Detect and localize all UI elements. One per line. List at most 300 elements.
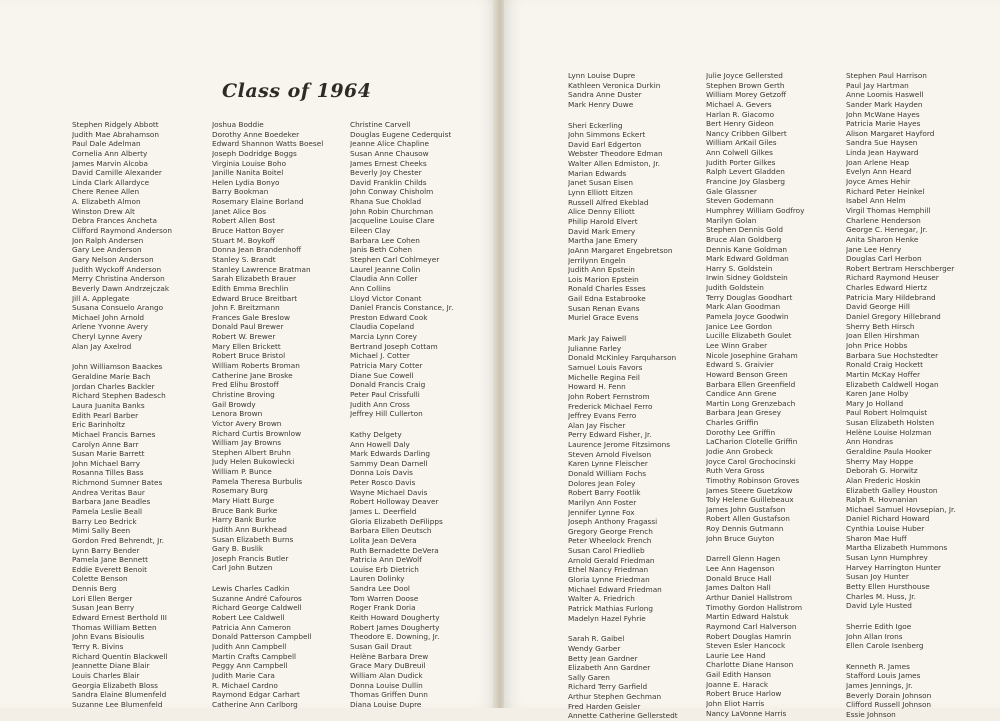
student-name: Susana Consuelo Arango [72, 303, 164, 313]
student-name: Joyce Ames Hehir [846, 177, 911, 187]
section-gap [846, 611, 956, 622]
student-name: Joseph Dodridge Boggs [212, 148, 297, 158]
student-name: Judith Mae Abrahamson [72, 129, 160, 139]
student-name: Terry Douglas Goodhart [706, 292, 793, 302]
student-name: Joshua Boddie [212, 120, 264, 129]
student-name: Mimi Sally Been [72, 526, 131, 536]
student-name: Geraldine Marie Bach [72, 372, 151, 382]
student-name: Pamela Joyce Goodwin [706, 312, 789, 322]
student-name: Stephen Carl Cohlmeyer [350, 254, 440, 264]
student-name: Marilyn Ann Foster [568, 497, 637, 507]
student-name: William Alan Dudick [350, 670, 423, 680]
student-name: Donald Patterson Campbell [212, 632, 312, 642]
student-name: Joanne E. Harack [706, 679, 769, 689]
student-name: Linda Jean Hayward [846, 148, 919, 158]
student-name: Arnold Gerald Friedman [568, 555, 655, 565]
student-name: Julianne Farley [568, 343, 622, 353]
student-name: Karen Jane Holby [846, 389, 909, 399]
student-name: Virginia Louise Boho [212, 158, 287, 168]
student-name: Cheryl Lynne Avery [72, 332, 143, 342]
student-name: Michael A. Gevers [706, 99, 772, 109]
student-name: Elizabeth Ann Gardner [568, 663, 651, 673]
student-name: Dolores Jean Foley [568, 478, 636, 488]
student-name: John Robin Churchman [350, 206, 434, 216]
student-name: Virgil Thomas Hemphill [846, 205, 931, 215]
student-name: Patricia Marie Hayes [846, 119, 921, 129]
student-name: William P. Bunce [212, 467, 272, 477]
student-name: Helène Barbara Drew [350, 651, 429, 661]
student-name: Candice Ann Grene [706, 389, 777, 399]
student-name: Jerrilynn Engeln [568, 255, 626, 265]
student-name: Dorothy Anne Boedeker [212, 129, 300, 139]
student-name: Fred Elihu Brostoff [212, 380, 279, 390]
student-name: Raymond Edgar Carhart [212, 690, 300, 700]
student-name: Donna Louise Dullin [350, 680, 423, 690]
student-name: Louise Erb Dietrich [350, 564, 419, 574]
student-name: Gloria Elizabeth DeFilipps [350, 516, 443, 526]
student-name: Michael John Arnold [72, 312, 145, 322]
student-name: Lenora Brown [212, 409, 263, 419]
student-name: Tom Warren Doose [350, 593, 419, 603]
student-name: Bruce Bank Burke [212, 505, 278, 515]
student-name: Lloyd Victor Conant [350, 293, 422, 303]
section-gap [72, 351, 172, 362]
student-name: Joyce Carol Grochocinski [706, 456, 796, 466]
student-name: Peter Wheelock French [568, 536, 652, 546]
student-name: Stephen Albert Bruhn [212, 447, 291, 457]
student-name: John F. Breitzmann [212, 303, 280, 313]
student-name: Laura Juanita Banks [72, 400, 145, 410]
student-name: Jeannette Diane Blair [72, 661, 150, 671]
student-name: Bruce Hatton Boyer [212, 226, 284, 236]
student-name: Chere Renee Allen [72, 187, 140, 197]
student-name: Michelle Regina Feil [568, 372, 640, 382]
student-name: John Evans Bisioulis [72, 632, 145, 642]
student-name: Arlene Yvonne Avery [72, 322, 148, 332]
student-name: Walter A. Friedrich [568, 594, 635, 604]
student-name: Helène Louise Holzman [846, 427, 932, 437]
student-name: Richard Quentin Blackwell [72, 651, 168, 661]
student-name: Joseph Francis Butler [212, 553, 289, 563]
student-name: Gail Browdy [212, 399, 256, 409]
student-name: Joan Arlene Heap [846, 157, 910, 167]
name-column-1 [72, 120, 172, 709]
student-name: Wendy Garber [568, 643, 621, 653]
student-name: Pamela Leslie Beall [72, 506, 143, 516]
student-name: Daniel Richard Howard [846, 514, 930, 524]
student-name: James Steere Guetzkow [706, 485, 793, 495]
student-name: Humphrey William Godfroy [706, 205, 805, 215]
student-name: Beverly Dorain Johnson [846, 690, 932, 700]
student-name: Suzanne Lee Blumenfeld [72, 699, 163, 709]
student-name: Mark Edwards Darling [350, 449, 431, 459]
student-name: Peggy Ann Campbell [212, 661, 288, 671]
student-name: Douglas Carl Herbon [846, 254, 922, 264]
student-name: Louis Charles Blair [72, 670, 140, 680]
student-name: Edward S. Graivier [706, 360, 774, 370]
student-name: Bertrand Joseph Cottam [350, 341, 438, 351]
right-page [504, 0, 1000, 721]
student-name: Edward Bruce Breitbart [212, 293, 298, 303]
student-name: Richmond Sumner Bates [72, 478, 163, 488]
student-name: William Jay Browns [212, 438, 282, 448]
student-name: Judith Wyckoff Anderson [72, 264, 162, 274]
student-name: Edith Pearl Barber [72, 410, 139, 420]
name-column-4 [568, 71, 678, 721]
student-name: Jon Ralph Andersen [72, 235, 144, 245]
student-name: Webster Theodore Edman [568, 149, 663, 159]
student-name: JoAnn Margaret Engebretson [568, 245, 673, 255]
student-name: Peter Paul Crissfulli [350, 389, 420, 399]
student-name: Gail Edith Hanson [706, 670, 772, 680]
student-name: Judy Helen Bukowiecki [212, 457, 295, 467]
student-name: Edward Ernest Berthold III [72, 613, 167, 623]
student-name: Julie Joyce Gellersted [706, 71, 783, 80]
student-name: Rosanna Tilles Bass [72, 468, 144, 478]
student-name: Sarah R. Gaibel [568, 634, 625, 644]
student-name: Richard Terry Garfield [568, 682, 648, 692]
student-name: Joseph Anthony Fragassi [568, 517, 658, 527]
section-gap [846, 651, 956, 662]
student-name: Diana Louise Dupre [350, 699, 422, 709]
student-name: Perry Edward Fisher, Jr. [568, 430, 652, 440]
section-gap [350, 419, 453, 430]
student-name: Marcia Lynn Corey [350, 332, 417, 342]
student-name: Rosemary Burg [212, 486, 268, 496]
student-name: Preston Edward Cook [350, 312, 428, 322]
student-name: Barbara Ellen Deutsch [350, 526, 432, 536]
student-name: Mark Henry Duwe [568, 99, 634, 109]
student-name: Annette Catherine Gellerstedt [568, 711, 678, 721]
student-name: Susan Renan Evans [568, 303, 640, 313]
student-name: Donna Jean Brandenhoff [212, 245, 302, 255]
student-name: Clifford Russell Johnson [846, 700, 932, 710]
student-name: Gary Nelson Anderson [72, 254, 154, 264]
student-name: Barbara Jean Gresey [706, 408, 782, 418]
student-name: Stephen Brown Gerth [706, 80, 785, 90]
student-name: Donna Lois Davis [350, 468, 413, 478]
student-name: Stanley S. Brandt [212, 254, 276, 264]
student-name: Sandra Elaine Blumenfeld [72, 690, 167, 700]
student-name: Jeffrey Evans Ferro [568, 411, 637, 421]
student-name: Janice Lee Gordon [706, 321, 773, 331]
student-name: Sander Mark Hayden [846, 99, 923, 109]
student-name: Terry R. Bivins [72, 641, 124, 651]
student-name: A. Elizabeth Almon [72, 197, 141, 207]
student-name: Walter Allen Edmiston, Jr. [568, 159, 660, 169]
student-name: Susan Anne Chausow [350, 148, 429, 158]
student-name: Sandra Lee Dool [350, 584, 410, 594]
student-name: Barry Bookman [212, 187, 269, 197]
student-name: Lewis Charles Cadkin [212, 584, 290, 594]
student-name: John Robert Fernstrom [568, 391, 650, 401]
student-name: Harry S. Goldstein [706, 263, 773, 273]
student-name: Claudia Copeland [350, 322, 415, 332]
student-name: Donald McKinley Farquharson [568, 353, 677, 363]
student-name: Linda Clark Allardyce [72, 177, 150, 187]
student-name: Barbara Ellen Greenfield [706, 379, 796, 389]
student-name: Martin Edward Halstuk [706, 612, 789, 622]
student-name: Lee Ann Hagenson [706, 564, 775, 574]
student-name: Patricia Ann DeWolf [350, 555, 422, 565]
student-name: Daniel Francis Constance, Jr. [350, 303, 454, 313]
student-name: Susan Joy Hunter [846, 572, 909, 582]
student-name: Jacqueline Louise Clare [350, 216, 435, 226]
student-name: Donald Paul Brewer [212, 322, 284, 332]
student-name: James Ernest Cheeks [350, 158, 427, 168]
student-name: Anne Loomis Haswell [846, 90, 924, 100]
student-name: Ruth Bernadette DeVera [350, 545, 439, 555]
student-name: Mark Edward Goldman [706, 254, 789, 264]
student-name: Susan Jean Berry [72, 603, 135, 613]
student-name: Debra Frances Ancheta [72, 216, 157, 226]
student-name: Nicole Josephine Graham [706, 350, 798, 360]
student-name: Robert Barry Footlik [568, 488, 641, 498]
student-name: Nancy LaVonne Harris [706, 708, 787, 718]
student-name: Kathleen Veronica Durkin [568, 80, 661, 90]
student-name: Cynthia Louise Huber [846, 524, 925, 534]
student-name: Evelyn Ann Heard [846, 167, 912, 177]
student-name: Lori Ellen Berger [72, 593, 133, 603]
student-name: Helen Lydia Bonyo [212, 177, 280, 187]
student-name: Pamela Jane Bennett [72, 555, 148, 565]
student-name: Eddie Everett Benoit [72, 564, 147, 574]
student-name: James L. Deerfield [350, 506, 417, 516]
student-name: Theodore E. Downing, Jr. [350, 632, 440, 642]
student-name: Richard Curtis Brownlow [212, 428, 302, 438]
student-name: James Jennings, Jr. [846, 681, 913, 691]
student-name: Ann Colwell Gilkes [706, 148, 773, 158]
student-name: Judith Ann Campbell [212, 641, 287, 651]
student-name: Judith Ann Burkhead [212, 524, 287, 534]
student-name: Sherrie Edith Igoe [846, 621, 912, 631]
student-name: Dennis Kane Goldman [706, 244, 788, 254]
student-name: Stephen Ridgely Abbott [72, 120, 159, 129]
student-name: Grace Mary DuBreuil [350, 661, 426, 671]
student-name: Richard Stephen Badesch [72, 391, 166, 401]
student-name: John Price Hobbs [846, 340, 908, 350]
student-name: Michael Francis Barnes [72, 429, 156, 439]
student-name: Anita Sharon Henke [846, 234, 919, 244]
student-name: Charles M. Huss, Jr. [846, 591, 916, 601]
student-name: Barry Leo Bedrick [72, 516, 137, 526]
student-name: Judith Ann Epstein [568, 265, 635, 275]
student-name: Mary Jo Holland [846, 398, 904, 408]
student-name: Janille Nanita Boitel [212, 168, 284, 178]
student-name: Howard Benson Green [706, 369, 788, 379]
student-name: Ronald Craig Hockett [846, 360, 923, 370]
student-name: Edward Shannon Watts Boesel [212, 139, 324, 149]
name-column-6 [846, 71, 956, 720]
student-name: John Conway Chisholm [350, 187, 434, 197]
student-name: Claudia Ann Coller [350, 274, 418, 284]
student-name: Lolita Jean DeVera [350, 535, 417, 545]
student-name: Fred Harden Geisler [568, 701, 641, 711]
student-name: Francine Joy Glasberg [706, 177, 786, 187]
student-name: Michael J. Cotter [350, 351, 410, 361]
student-name: Richard Peter Heinkel [846, 186, 925, 196]
student-name: Catherine Jane Broske [212, 370, 293, 380]
student-name: Patrick Mathias Furlong [568, 603, 654, 613]
student-name: Eileen Clay [350, 226, 391, 236]
student-name: Alan Jay Fischer [568, 420, 626, 430]
student-name: Douglas Eugene Cederquist [350, 129, 452, 139]
student-name: Alice Denny Elliott [568, 207, 635, 217]
student-name: Patricia Mary Hildebrand [846, 292, 936, 302]
student-name: John Allan Irons [846, 631, 903, 641]
student-name: Susan Elizabeth Burns [212, 534, 294, 544]
page-title: Class of 1964 [222, 80, 372, 102]
student-name: Lucille Elizabeth Goulet [706, 331, 792, 341]
student-name: Betty Ellen Hursthouse [846, 581, 930, 591]
section-gap [568, 323, 678, 334]
student-name: Harlan R. Giacomo [706, 109, 775, 119]
student-name: LaCharion Clotelle Griffin [706, 437, 798, 447]
student-name: Elizabeth Galley Houston [846, 485, 938, 495]
student-name: Stephen Paul Harrison [846, 71, 927, 80]
student-name: Sandra Anne Duster [568, 90, 642, 100]
student-name: Judith Porter Gilkes [706, 157, 776, 167]
student-name: Richard Raymond Heuser [846, 273, 939, 283]
student-name: Carl John Butzen [212, 563, 273, 573]
student-name: John Williamson Baackes [72, 362, 163, 372]
student-name: Michael Edward Friedman [568, 584, 662, 594]
student-name: Keith Howard Dougherty [350, 613, 440, 623]
student-name: Susan Marie Barrett [72, 449, 145, 459]
student-name: David Franklin Childs [350, 177, 427, 187]
student-name: Rhana Sue Choklad [350, 197, 422, 207]
student-name: Betty Jean Gardner [568, 653, 638, 663]
student-name: Carolyn Anne Barr [72, 439, 139, 449]
student-name: Arthur Stephen Gechman [568, 692, 662, 702]
student-name: Nancy Cribben Gilbert [706, 128, 787, 138]
student-name: Janis Beth Cohen [350, 245, 412, 255]
student-name: Ralph R. Hovnanian [846, 495, 918, 505]
student-name: Essie Johnson [846, 710, 896, 719]
student-name: Ellen Carole Isenberg [846, 641, 924, 651]
student-name: James Dalton Hall [706, 583, 771, 593]
student-name: Lauren Dolinky [350, 574, 405, 584]
student-name: Gloria Lynne Friedman [568, 575, 650, 585]
student-name: Charlene Henderson [846, 215, 921, 225]
student-name: Bert Henry Gideon [706, 119, 774, 129]
student-name: Frederick Michael Ferro [568, 401, 653, 411]
student-name: Laurence Jerome Fitzsimons [568, 440, 671, 450]
student-name: John Bruce Guyton [706, 533, 775, 543]
student-name: Geraldine Paula Hooker [846, 446, 932, 456]
student-name: John McWane Hayes [846, 109, 920, 119]
student-name: Robert Bruce Bristol [212, 351, 286, 361]
student-name: Samuel Louis Favors [568, 362, 643, 372]
student-name: Martha Elizabeth Hummons [846, 543, 948, 553]
student-name: Jill A. Applegate [72, 293, 130, 303]
student-name: Thomas Griffen Dunn [350, 690, 428, 700]
student-name: Beverly Dawn Andrzejczak [72, 283, 170, 293]
student-name: Mark Alan Goodman [706, 302, 781, 312]
student-name: Ann Collins [350, 283, 391, 293]
student-name: Stafford Louis James [846, 671, 921, 681]
student-name: Ruth Vera Gross [706, 466, 765, 476]
student-name: Roy Dennis Gutmann [706, 524, 784, 534]
student-name: Sally Garen [568, 672, 610, 682]
student-name: Victor Avery Brown [212, 418, 282, 428]
student-name: Robert Bruce Harlow [706, 689, 782, 699]
student-name: Winston Drew Alt [72, 206, 135, 216]
student-name: Arthur Daniel Hallstrom [706, 592, 793, 602]
student-name: Stephen Dennis Gold [706, 225, 783, 235]
student-name: Martin McKay Hoffer [846, 369, 921, 379]
student-name: Thomas William Betten [72, 622, 157, 632]
student-name: Lynn Barry Bender [72, 545, 140, 555]
student-name: Catherine Ann Carlborg [212, 699, 298, 709]
student-name: Dorothy Lee Griffin [706, 427, 776, 437]
student-name: Timothy Robinson Groves [706, 475, 800, 485]
student-name: Colette Benson [72, 574, 128, 584]
section-gap [706, 543, 804, 554]
student-name: Diane Sue Cowell [350, 370, 414, 380]
student-name: Susan Gail Draut [350, 641, 412, 651]
name-column-3 [350, 120, 453, 709]
student-name: Gary B. Buslik [212, 544, 264, 554]
student-name: Philip Harold Elvert [568, 216, 638, 226]
student-name: William Roberts Broman [212, 361, 300, 371]
student-name: Sherry May Hoppe [846, 456, 914, 466]
student-name: Georgia Elizabeth Bloss [72, 680, 158, 690]
student-name: Harvey Harrington Hunter [846, 562, 941, 572]
student-name: Isabel Ann Helm [846, 196, 906, 206]
student-name: Robert Allen Bost [212, 216, 276, 226]
student-name: Jordan Charles Backler [72, 381, 155, 391]
student-name: Judith Marie Cara [212, 670, 275, 680]
student-name: Janet Susan Eisen [568, 178, 633, 188]
student-name: David Camille Alexander [72, 168, 162, 178]
student-name: Wayne Michael Davis [350, 487, 428, 497]
student-name: Barbara Sue Hochstedter [846, 350, 939, 360]
student-name: Martin Long Grenzebach [706, 398, 796, 408]
student-name: David George Hill [846, 302, 910, 312]
student-name: Donald William Fochs [568, 468, 647, 478]
student-name: Irwin Sidney Goldstein [706, 273, 788, 283]
student-name: Timothy Gordon Hallstrom [706, 602, 803, 612]
student-name: Mary Ellen Brickett [212, 341, 281, 351]
student-name: Russell Alfred Ekeblad [568, 197, 649, 207]
student-name: Clifford Raymond Anderson [72, 226, 172, 236]
student-name: Steven Esler Hancock [706, 641, 786, 651]
student-name: Robert Holloway Deaver [350, 497, 439, 507]
student-name: Madelyn Hazel Fyhrie [568, 613, 646, 623]
student-name: Jane Lee Henry [846, 244, 902, 254]
student-name: Lynn Elliott Eitzen [568, 188, 633, 198]
student-name: Kenneth R. James [846, 661, 910, 671]
student-name: Michael Samuel Hovsepian, Jr. [846, 504, 956, 514]
student-name: Gale Glassner [706, 186, 757, 196]
section-gap [212, 573, 323, 584]
name-column-5 [706, 71, 804, 718]
student-name: Judith Goldstein [706, 283, 764, 293]
student-name: Karen Lynne Fleischer [568, 459, 648, 469]
student-name: Daniel Gregory Hillebrand [846, 312, 941, 322]
student-name: Jeffrey Hill Cullerton [350, 409, 423, 419]
student-name: Pamela Theresa Burbulis [212, 476, 303, 486]
student-name: Stanley Lawrence Bratman [212, 264, 311, 274]
student-name: Dennis Berg [72, 584, 117, 594]
student-name: Stuart M. Boykoff [212, 235, 275, 245]
student-name: Darrell Glenn Hagen [706, 554, 781, 564]
student-name: Sarah Elizabeth Brauer [212, 274, 297, 284]
student-name: Laurel Jeanne Colin [350, 264, 421, 274]
student-name: Susan Carol Friedlieb [568, 546, 645, 556]
student-name: Andrea Veritas Baur [72, 487, 145, 497]
